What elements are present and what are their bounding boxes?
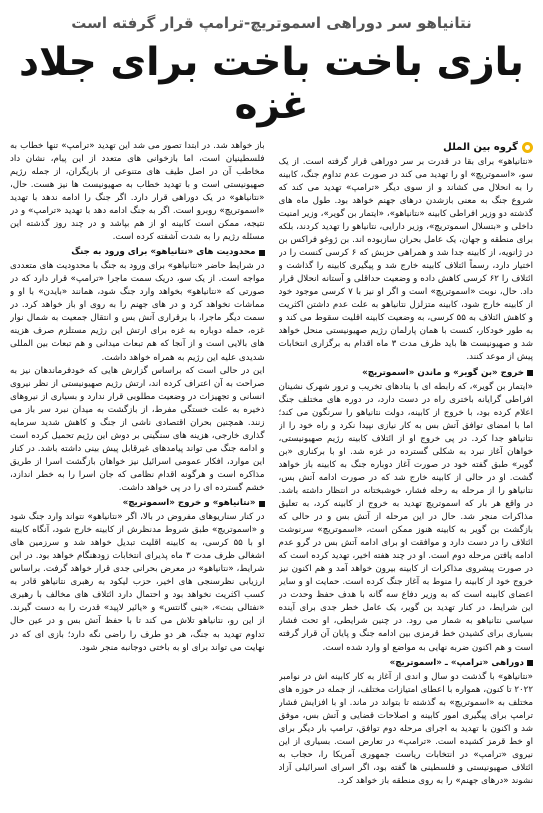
square-bullet-icon: [527, 660, 533, 666]
paragraph: در کنار سناریوهای مفروض در بالا، اگر «نتانیاهو» نتواند وارد جنگ شود و «اسموتریچ» طبق شروط مدنظرش از کابینه خارج شود، آنگاه کابینه او با ۵۵ کرسی، به کابینه اقلیت تبدیل خواهد شد و سرزمین های اشغالی ظرف مدت ۳ ماه پذیرای انتخابات زودهنگام خواهد بود. در این شرایط، «نتانیاهو» در معرض بحرانی جدی قرار خواهد گرفت. براساس ارزیابی نظرسنجی های اخیر، حزب لیکود به رهبری نتانیاهو قادر به کسب اکثریت نخواهد بود و احتمال دارد ائتلاف های مخالف با رهبری «نفتالی بنت»، «بنی گانتس» و «یائیر لاپید» قدرت را به دست گیرند. از این رو، نتانیاهو تلاش می کند تا با حفظ آتش بس و در عین حال تداوم تهدید به جنگ، هر دو طرف را راضی نگه دارد؛ بازی ای که در نهایت می تواند برای او به باختی دوجانبه منجر شود.: [10, 512, 265, 653]
square-bullet-icon: [527, 370, 533, 376]
subheading-text: خروج «بن گویر» و ماندن «اسموتریچ»: [362, 367, 524, 378]
paragraph: باز خواهد شد. در ابتدا تصور می شد این تهدید «ترامپ» تنها خطاب به فلسطینیان است، اما بازخوانی های متعدد از این پیام، نشان داد مخاطب آن در اصل طیف های متنوعی از بازیگران، از جمله رژیم صهیونیستی است و با تهدید خطاب به صهیونیست ها نیز هست. حال، «نتانیاهو» در یک دوراهی قرار دارد. اگر جنگ را ادامه ندهد با تهدید «اسموتریچ» روبرو است. اگر به جنگ ادامه دهد با تهدید «ترامپ» و در نتیجه، ممکن است کابینه او از هم بپاشد و در چند روز گذشته این مسئله رژیم را به شدت آشفته کرده است.: [10, 140, 265, 243]
section-lead: [279, 140, 534, 155]
paragraph: «ایتمار بن گویر»، که رابطه ای با بنادهای تخریب و ترور شهرک نشینان افراطی گرایانه باختری راه در دست دارد، در دوره های مختلف جنگ اعلام کرده بود، با خروج از کابینه، دولت نتانیاهو را سرنگون می کند؛ اما با امضای توافق آتش بس به کار نیازی نپیدا نکرد و راه خود را از نتانیاهو جدا کرد. در پی خروج او از ائتلاف کابینه رژیم صهیونیستی، خواهان آغاز نبرد به شکلی گسترده در غزه شد. او با برکناری «بن گویر» طبق گفته خود در صورت آغاز دوباره جنگ به کابینه باز خواهد گشت. او در حالی از کابینه خارج شد که در صورت ادامه آتش بس، نتانیاهو را از مرحله به رحله فشار، خوشبختانه در انتظار داشته باشد. در واقع هر بار که اسموتریچ تهدید به خروج از کابینه کرد، به تعلیق مذاکرات منجر شد. حال در این مرحله از آتش بس و در حالی که بازگشت بن گویر به کابینه هنوز ممکن است، «اسموتریچ» سرنوشت ائتلاف را در دست دارد و موافقت او برای ادامه آتش بس در گرو عدم ادامه یافتن مرحله دوم است. او در چند هفته اخیر، تهدید کرده است که در صورت پیشروی مذاکرات از کابینه بیرون خواهد آمد و هم اکنون نیز خروج خود از کابینه را منوط به آغاز جنگ کرده است. حمایت او و سایر اعضای کابینه است که به وزیر دفاع سه گانه با هدف حفظ وحدت در این شرایط، در کنار تهدید بن گویر، یک عامل خطر جدی برای آینده سیاسی نتانیاهو به شمار می رود. در چنین شرایطی، او تحت فشار بسیاری برای کشیدن خط قرمزی بین ادامه جنگ و پایان آن قرار گرفته است و هم اکنون ضربه نهایی به مواضع او وارد شده است.: [278, 381, 533, 653]
left-column: [10, 140, 265, 812]
article-columns: [10, 140, 533, 812]
right-column: [279, 140, 534, 812]
subheading: [279, 657, 534, 670]
subheading-text: دوراهی «ترامپ» ـ «اسموتریچ»: [389, 657, 524, 668]
square-bullet-icon: [259, 501, 265, 507]
paragraph: در شرایط حاضر «نتانیاهو» برای ورود به جنگ با محدودیت های متعددی مواجه است. از یک سو، دریک سمت ماجرا «ترامپ» قرار دارد که در صورتی که «نتانیاهو» بخواهد وارد جنگ شود، همانند «بایدن» با او و مماشات نخواهد کرد و در های جهنم را به روی او باز خواهد کرد. در سمت دیگر ماجرا، با برقراری آتش بس و انتقال جمعیت به شمال نوار غزه، حمله دوباره به غزه برای ارتش این رژیم مستلزم صرف هزینه های بالایی است و از آنجا که هم تبعات میدانی و هم تبعات بین المللی شدیدی علیه این رژیم به همراه خواهد داشت.: [10, 261, 265, 363]
subheading-text: «نتانیاهو» و خروج «اسموتریچ»: [122, 498, 256, 509]
square-bullet-icon: [259, 250, 265, 256]
subheading: [279, 367, 534, 380]
paragraph: «نتانیاهو» با گذشت دو سال و اندی از آغاز به کار کابینه اش در نوامبر ۲۰۲۲ تا کنون، همواره با اعطای امتیازات مختلف، از جمله در حوزه های مختلف به «اسموتریچ» به گذشته تا بتواند در ماند. او با افزایش فشار ترامپ برای پیگیری امور کابینه و اصلاحات قضایی و آتش بس، موفق شد و اکنون با تهدید به اجرای مرحله دوم توافق، ترامپ بار دیگر برای او خط قرمز کشیده است. «ترامپ» در تعارض است. بسیاری از این نیروی «ترامپ» در انتخابات ریاست جمهوری آمریکا را، حجاب به ائتلاف صهیونیستی و فلسطینی ها گفته بود، اگر اسرای اسرائیلی آزاد نشوند «درهای جهنم» را به روی منطقه باز خواهد کرد.: [278, 671, 533, 786]
subheading-text: محدودیت های «نتانیاهو» برای ورود به جنگ: [71, 247, 256, 258]
publication-logo-icon: [522, 142, 533, 153]
headline: بازی باخت باخت برای جلاد غزه: [19, 40, 524, 128]
paragraph: این در حالی است که براساس گزارش هایی که خودفرماندهان نیز به صراحت به آن اعتراف کرده اند، ارتش رژیم صهیونیستی از نظر نیروی انسانی و تجهیزات در وضعیت مطلوبی قرار ندارد و بسیاری از نیروهای ذخیره به علت خستگی مفرط، از بازگشت به میدان نبرد سر باز می زنند. همچنین بحران اقتصادی ناشی از جنگ و کاهش شدید سرمایه گذاری خارجی، هزینه های سنگینی بر دوش این رژیم تحمیل کرده است و ادامه جنگ می تواند پیامدهای غیرقابل پیش بینی داشته باشد. در کنار این موارد، افکار عمومی اسرائیل نیز خواهان بازگشت اسرا از طریق مذاکره است و هرگونه اقدام نظامی که جان اسرا را به خطر اندازد، خشم گسترده ای را در پی خواهد داشت.: [10, 365, 265, 493]
paragraph: «نتانیاهو» برای بقا در قدرت بر سر دوراهی قرار گرفته است. از یک سو، «اسموتریچ» او را تهدید می کند در صورت عدم تداوم جنگ، کابینه را به انحلال می کشاند و از سوی دیگر «ترامپ» تهدید می کند که شروع جنگ به معنی بازشدن درهای جهنم خواهد بود. طول ماه های گذشته دو وزیر افراطی کابینه «نتانیاهو»، «ایتمار بن گویر»، وزیر امنیت داخلی و «بتسلال اسموتریچ»، وزیر دارایی، نتانیاهو را تهدید کردند، بلکه برای منطقه و جهان، یک عامل بحران سازبوده اند. بن ژوغو فراکس بن در ژانویه، از کابینه جدا شد و همراهی حزبش که ۶ کرسی کنست را در اختیار دارد، رسماً ائتلاف کابینه خارج شد و پیگیری کابینه را گذاشت و ائتلاف را ۶۲ کرسی کاهش داده و وضعیت حداقلی و آستانه انحلال قرار داد. حال، نوبت «اسموتریچ» است و اگر او نیز با ۷ کرسی موجود خود از کابینه خارج شود، کابینه متزلزل نتانیاهو به علت عدم داشتن اکثریت و کاهش ائتلاف به ۵۵ کرسی، به وضعیت کابینه اقلیت سقوط می کند و به طور خودکار، کنست با همان پارلمان رژیم صهیونیستی منحل خواهد شد و صهیونیست ها باید ظرف مدت ۳ ماه اقدام به برگزاری انتخابات پیش از موعد کنند.: [278, 156, 533, 363]
kicker: نتانیاهو سر دوراهی اسموتریچ-ترامپ قرار گرفته است: [71, 14, 472, 32]
section-lead-label: گروه بین الملل: [443, 141, 518, 153]
subheading: [10, 497, 265, 510]
subheading: [10, 246, 265, 259]
